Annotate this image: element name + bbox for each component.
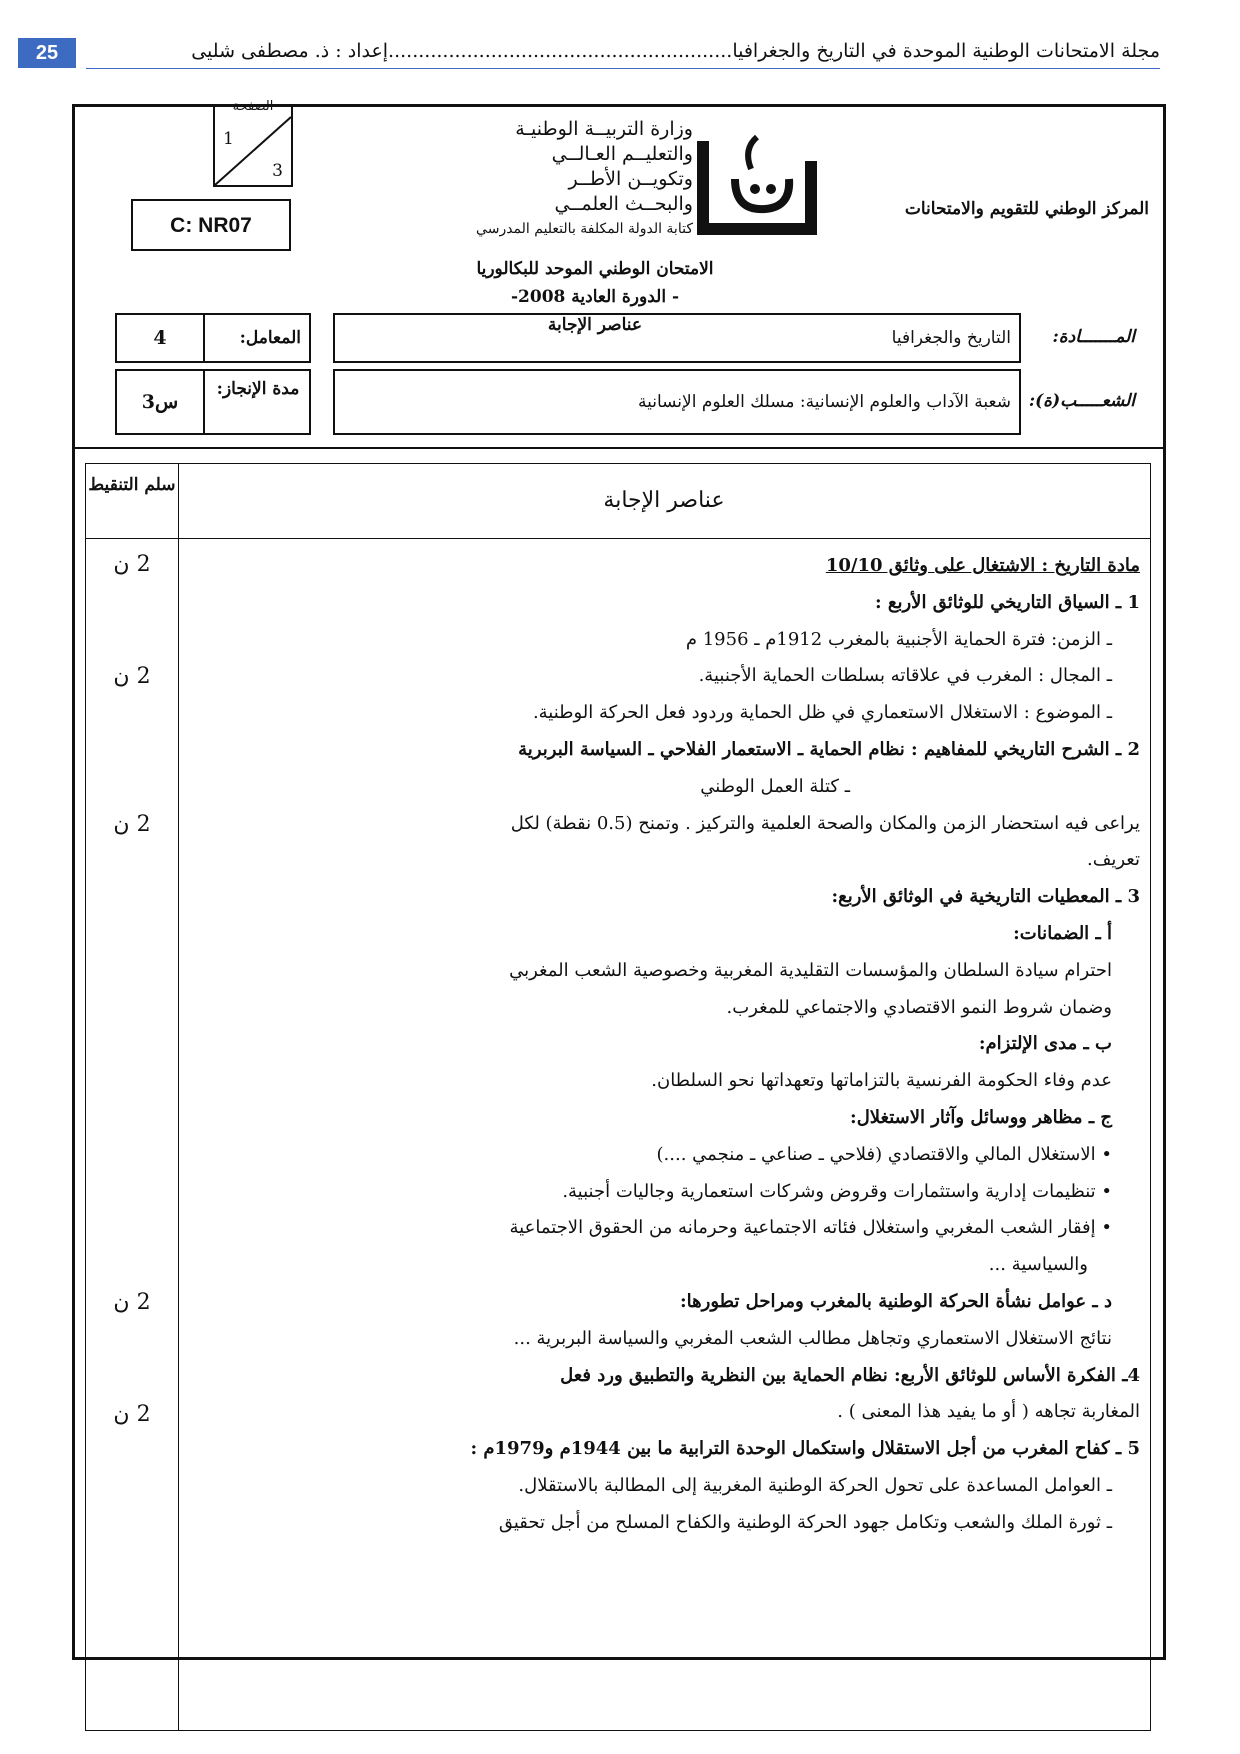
center-name: المركز الوطني للتقويم والامتحانات — [904, 199, 1149, 219]
coefficient-label: المعامل: — [239, 328, 301, 348]
page-header — [18, 38, 1160, 68]
bullet-item: • تنظيمات إدارية واستثمارات وقروض وشركات استعمارية وجاليات أجنبية. — [186, 1174, 1140, 1211]
exam-session: - الدورة العادية 2008- — [510, 287, 680, 307]
branch-value: شعبة الآداب والعلوم الإنسانية: مسلك العلوم الإنسانية — [637, 392, 1011, 412]
answer-line: المغاربة تجاهه ( أو ما يفيد هذا المعنى ) . — [837, 1401, 1140, 1423]
answer-line: ـ الزمن: فترة الحماية الأجنبية بالمغرب 1912م ـ 1956 م — [685, 628, 1112, 650]
question-heading: 5 ـ كفاح المغرب من أجل الاستقلال واستكمال الوحدة الترابية ما بين 1944م و1979م : — [470, 1438, 1140, 1460]
page-count-box — [213, 99, 293, 187]
coefficient-box — [115, 313, 311, 363]
subject-value: التاريخ والجغرافيا — [891, 328, 1011, 348]
bullet-item: • الاستغلال المالي والاقتصادي (فلاحي ـ صناعي ـ منجمي ....) — [186, 1137, 1140, 1174]
answers-table — [85, 463, 1151, 1731]
duration-label: مدة الإنجاز: — [216, 379, 300, 399]
section-heading: مادة التاريخ : الاشتغال على وثائق 10/10 — [825, 555, 1140, 576]
sub-heading: د ـ عوامل نشأة الحركة الوطنية بالمغرب ومراحل تطورها: — [680, 1290, 1112, 1312]
answer-line: ـ المجال : المغرب في علاقاته بسلطات الحماية الأجنبية. — [698, 665, 1112, 687]
branch-box — [333, 369, 1021, 435]
ministry-line: كتابة الدولة المكلفة بالتعليم المدرسي — [476, 221, 693, 237]
answer-line: والسياسية ... — [988, 1254, 1088, 1276]
page-current: 1 — [223, 129, 234, 149]
answers-column-header: عناصر الإجابة — [603, 488, 725, 513]
doc-title: عناصر الإجابة — [547, 315, 643, 335]
section-divider — [75, 447, 1163, 449]
coefficient-value: 4 — [117, 315, 205, 361]
score-item-2: 2 ن — [113, 664, 151, 689]
score-item-3: 2 ن — [113, 812, 151, 837]
branch-label: الشعـــــب(ة): — [1028, 391, 1135, 411]
answer-line: تعريف. — [1087, 849, 1140, 871]
subject-box — [333, 313, 1021, 363]
subject-label: المـــــــادة: — [1052, 327, 1135, 347]
page-total: 3 — [272, 161, 283, 181]
question-heading: 3 ـ المعطيات التاريخية في الوثائق الأربع: — [831, 886, 1140, 908]
question-heading: 2 ـ الشرح التاريخي للمفاهيم : نظام الحماية ـ الاستعمار الفلاحي ـ السياسة البربرية — [518, 738, 1140, 760]
ministry-line: وزارة التربيــة الوطنيـة — [515, 118, 693, 140]
sub-heading: ب ـ مدى الإلتزام: — [978, 1033, 1112, 1055]
ministry-line: والتعليــم العـالــي — [551, 143, 693, 165]
ministry-line: وتكويــن الأطــر — [568, 168, 693, 190]
column-divider — [178, 464, 179, 1730]
ministry-block — [476, 117, 693, 242]
answer-line: ـ العوامل المساعدة على تحول الحركة الوطنية المغربية إلى المطالبة بالاستقلال. — [518, 1474, 1112, 1496]
score-item-1: 2 ن — [113, 552, 151, 577]
page-number-badge: 25 — [18, 38, 76, 68]
ministry-logo-icon — [695, 129, 819, 235]
score-item-5: 2 ن — [113, 1402, 151, 1427]
header-divider — [86, 538, 1150, 539]
question-heading: 4ـ الفكرة الأساس للوثائق الأربع: نظام الحماية بين النظرية والتطبيق ورد فعل — [560, 1364, 1140, 1386]
exam-code: C: NR07 — [131, 199, 291, 251]
duration-value: 3س — [117, 371, 205, 433]
sub-heading: ج ـ مظاهر ووسائل وآثار الاستغلال: — [850, 1106, 1112, 1128]
answer-line: ـ كتلة العمل الوطني — [700, 775, 850, 797]
bullet-item: • إفقار الشعب المغربي واستغلال فئاته الاجتماعية وحرمانه من الحقوق الاجتماعية — [186, 1210, 1140, 1247]
score-item-4: 2 ن — [113, 1290, 151, 1315]
answer-line: وضمان شروط النمو الاقتصادي والاجتماعي للمغرب. — [726, 996, 1112, 1018]
exam-title: الامتحان الوطني الموحد للبكالوريا — [476, 259, 714, 279]
duration-box — [115, 369, 311, 435]
answer-line: ـ الموضوع : الاستغلال الاستعماري في ظل الحماية وردود فعل الحركة الوطنية. — [532, 702, 1112, 724]
page-label: الصفحة — [232, 99, 274, 114]
answer-line: احترام سيادة السلطان والمؤسسات التقليدية المغربية وخصوصية الشعب المغربي — [509, 959, 1112, 981]
exam-frame — [72, 99, 1166, 1660]
header-title: مجلة الامتحانات الوطنية الموحدة في التاريخ والجغرافيا.........................................................إعداد : ذ. مصطفى شليى — [191, 40, 1160, 62]
ministry-line: والبحــث العلمــي — [554, 193, 693, 215]
answer-line: ـ ثورة الملك والشعب وتكامل جهود الحركة الوطنية والكفاح المسلح من أجل تحقيق — [498, 1511, 1112, 1533]
answers-body — [186, 548, 1140, 1542]
answer-line: عدم وفاء الحكومة الفرنسية بالتزاماتها وتعهداتها نحو السلطان. — [651, 1070, 1112, 1092]
answer-line: يراعى فيه استحضار الزمن والمكان والصحة العلمية والتركيز . وتمنح (0.5 نقطة) لكل — [510, 812, 1140, 834]
answer-line: نتائج الاستغلال الاستعماري وتجاهل مطالب الشعب المغربي والسياسة البربرية ... — [513, 1327, 1112, 1349]
score-column-header: سلم التنقيط — [88, 475, 176, 495]
header-rule — [86, 68, 1160, 69]
question-heading: 1 ـ السياق التاريخي للوثائق الأربع : — [874, 591, 1140, 613]
sub-heading: أ ـ الضمانات: — [1013, 922, 1112, 944]
